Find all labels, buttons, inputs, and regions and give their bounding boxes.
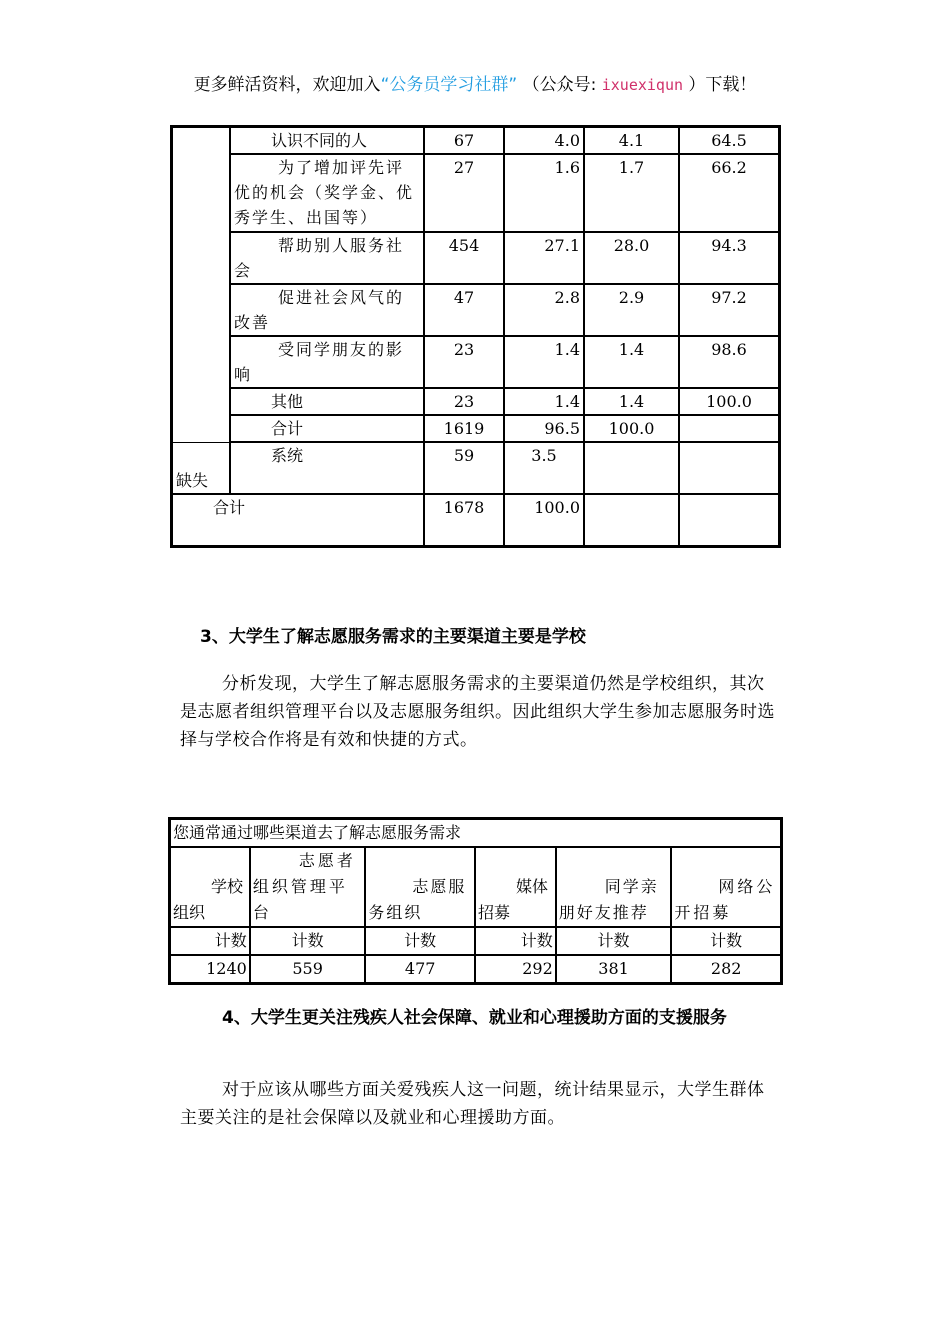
cum-pct-cell: 97.2 bbox=[679, 284, 779, 336]
cum-pct-cell bbox=[679, 415, 779, 442]
freq-cell: 23 bbox=[424, 336, 504, 388]
valid-pct-cell: 100.0 bbox=[584, 415, 679, 442]
unit-cell: 计数 bbox=[556, 927, 672, 955]
freq-cell: 23 bbox=[424, 388, 504, 415]
row-label: 其他 bbox=[230, 388, 424, 415]
table-row bbox=[172, 154, 779, 232]
freq-cell: 59 bbox=[424, 442, 504, 494]
freq-cell: 47 bbox=[424, 284, 504, 336]
unit-row bbox=[170, 927, 781, 955]
missing-group-label: 缺失 bbox=[172, 442, 230, 494]
unit-cell: 计数 bbox=[475, 927, 556, 955]
table-row bbox=[172, 494, 779, 546]
count-cell: 559 bbox=[250, 955, 366, 983]
empty-cell bbox=[679, 494, 779, 546]
value-row bbox=[170, 955, 781, 983]
table-title-row bbox=[170, 819, 781, 847]
empty-cell bbox=[584, 494, 679, 546]
row-label: 受同学朋友的影响 bbox=[230, 336, 424, 388]
table-row bbox=[172, 127, 779, 154]
section3-heading: 3、大学生了解志愿服务需求的主要渠道主要是学校 bbox=[200, 627, 586, 647]
cum-pct-cell: 66.2 bbox=[679, 154, 779, 232]
table-row bbox=[172, 442, 779, 494]
column-header: 志愿者组织管理平台 bbox=[250, 847, 366, 927]
count-cell: 477 bbox=[365, 955, 475, 983]
cum-pct-cell: 64.5 bbox=[679, 127, 779, 154]
freq-cell: 454 bbox=[424, 232, 504, 284]
row-label: 帮助别人服务社会 bbox=[230, 232, 424, 284]
table-row bbox=[172, 232, 779, 284]
section3-paragraph: 分析发现，大学生了解志愿服务需求的主要渠道仍然是学校组织，其次是志愿者组织管理平台以及志愿服务组织。因此组织大学生参加志愿服务时选择与学校合作将是有效和快捷的方式。 bbox=[180, 674, 775, 750]
pct-cell: 96.5 bbox=[504, 415, 584, 442]
banner-mid: （公众号: bbox=[522, 75, 597, 95]
pct-cell: 100.0 bbox=[504, 494, 584, 546]
empty-cell bbox=[679, 442, 779, 494]
column-header: 媒体招募 bbox=[475, 847, 556, 927]
pct-cell: 1.4 bbox=[504, 336, 584, 388]
freq-cell: 1678 bbox=[424, 494, 504, 546]
count-cell: 1240 bbox=[170, 955, 250, 983]
empty-cell bbox=[584, 442, 679, 494]
valid-pct-cell: 4.1 bbox=[584, 127, 679, 154]
pct-cell: 1.4 bbox=[504, 388, 584, 415]
count-cell: 282 bbox=[671, 955, 781, 983]
unit-cell: 计数 bbox=[170, 927, 250, 955]
column-header: 同学亲朋好友推荐 bbox=[556, 847, 672, 927]
valid-pct-cell: 28.0 bbox=[584, 232, 679, 284]
freq-cell: 1619 bbox=[424, 415, 504, 442]
column-header: 志愿服务组织 bbox=[365, 847, 475, 927]
banner-account[interactable]: ixuexiqun bbox=[601, 76, 684, 94]
row-label: 合计 bbox=[230, 415, 424, 442]
cum-pct-cell: 94.3 bbox=[679, 232, 779, 284]
valid-pct-cell: 1.4 bbox=[584, 336, 679, 388]
count-cell: 292 bbox=[475, 955, 556, 983]
table-row bbox=[172, 284, 779, 336]
table-row bbox=[172, 415, 779, 442]
banner-group-link[interactable]: “公务员学习社群” bbox=[380, 75, 518, 95]
row-label: 为了增加评先评优的机会（奖学金、优秀学生、出国等） bbox=[230, 154, 424, 232]
promo-banner bbox=[0, 70, 950, 95]
count-cell: 381 bbox=[556, 955, 672, 983]
pct-cell: 3.5 bbox=[504, 442, 584, 494]
freq-cell: 27 bbox=[424, 154, 504, 232]
cum-pct-cell: 100.0 bbox=[679, 388, 779, 415]
section4-heading: 4、大学生更关注残疾人社会保障、就业和心理援助方面的支援服务 bbox=[222, 1008, 727, 1028]
table-row bbox=[172, 388, 779, 415]
total-label: 合计 bbox=[172, 494, 424, 546]
channel-count-table bbox=[168, 817, 783, 985]
column-header: 网络公开招募 bbox=[671, 847, 781, 927]
section4-paragraph: 对于应该从哪些方面关爱残疾人这一问题，统计结果显示，大学生群体主要关注的是社会保障以及就业和心理援助方面。 bbox=[180, 1080, 765, 1128]
valid-group-cell bbox=[172, 127, 230, 442]
motivation-frequency-table bbox=[170, 125, 781, 548]
table-title: 您通常通过哪些渠道去了解志愿服务需求 bbox=[170, 819, 781, 847]
freq-cell: 67 bbox=[424, 127, 504, 154]
cum-pct-cell: 98.6 bbox=[679, 336, 779, 388]
row-label: 认识不同的人 bbox=[230, 127, 424, 154]
unit-cell: 计数 bbox=[250, 927, 366, 955]
valid-pct-cell: 1.7 bbox=[584, 154, 679, 232]
table-header-row bbox=[170, 847, 781, 927]
unit-cell: 计数 bbox=[365, 927, 475, 955]
pct-cell: 2.8 bbox=[504, 284, 584, 336]
row-label: 系统 bbox=[230, 442, 424, 494]
valid-pct-cell: 1.4 bbox=[584, 388, 679, 415]
valid-pct-cell: 2.9 bbox=[584, 284, 679, 336]
pct-cell: 27.1 bbox=[504, 232, 584, 284]
banner-suffix: ）下载！ bbox=[688, 75, 757, 95]
unit-cell: 计数 bbox=[671, 927, 781, 955]
pct-cell: 1.6 bbox=[504, 154, 584, 232]
column-header: 学校组织 bbox=[170, 847, 250, 927]
row-label: 促进社会风气的改善 bbox=[230, 284, 424, 336]
table-row bbox=[172, 336, 779, 388]
pct-cell: 4.0 bbox=[504, 127, 584, 154]
banner-prefix: 更多鲜活资料，欢迎加入 bbox=[193, 75, 381, 95]
